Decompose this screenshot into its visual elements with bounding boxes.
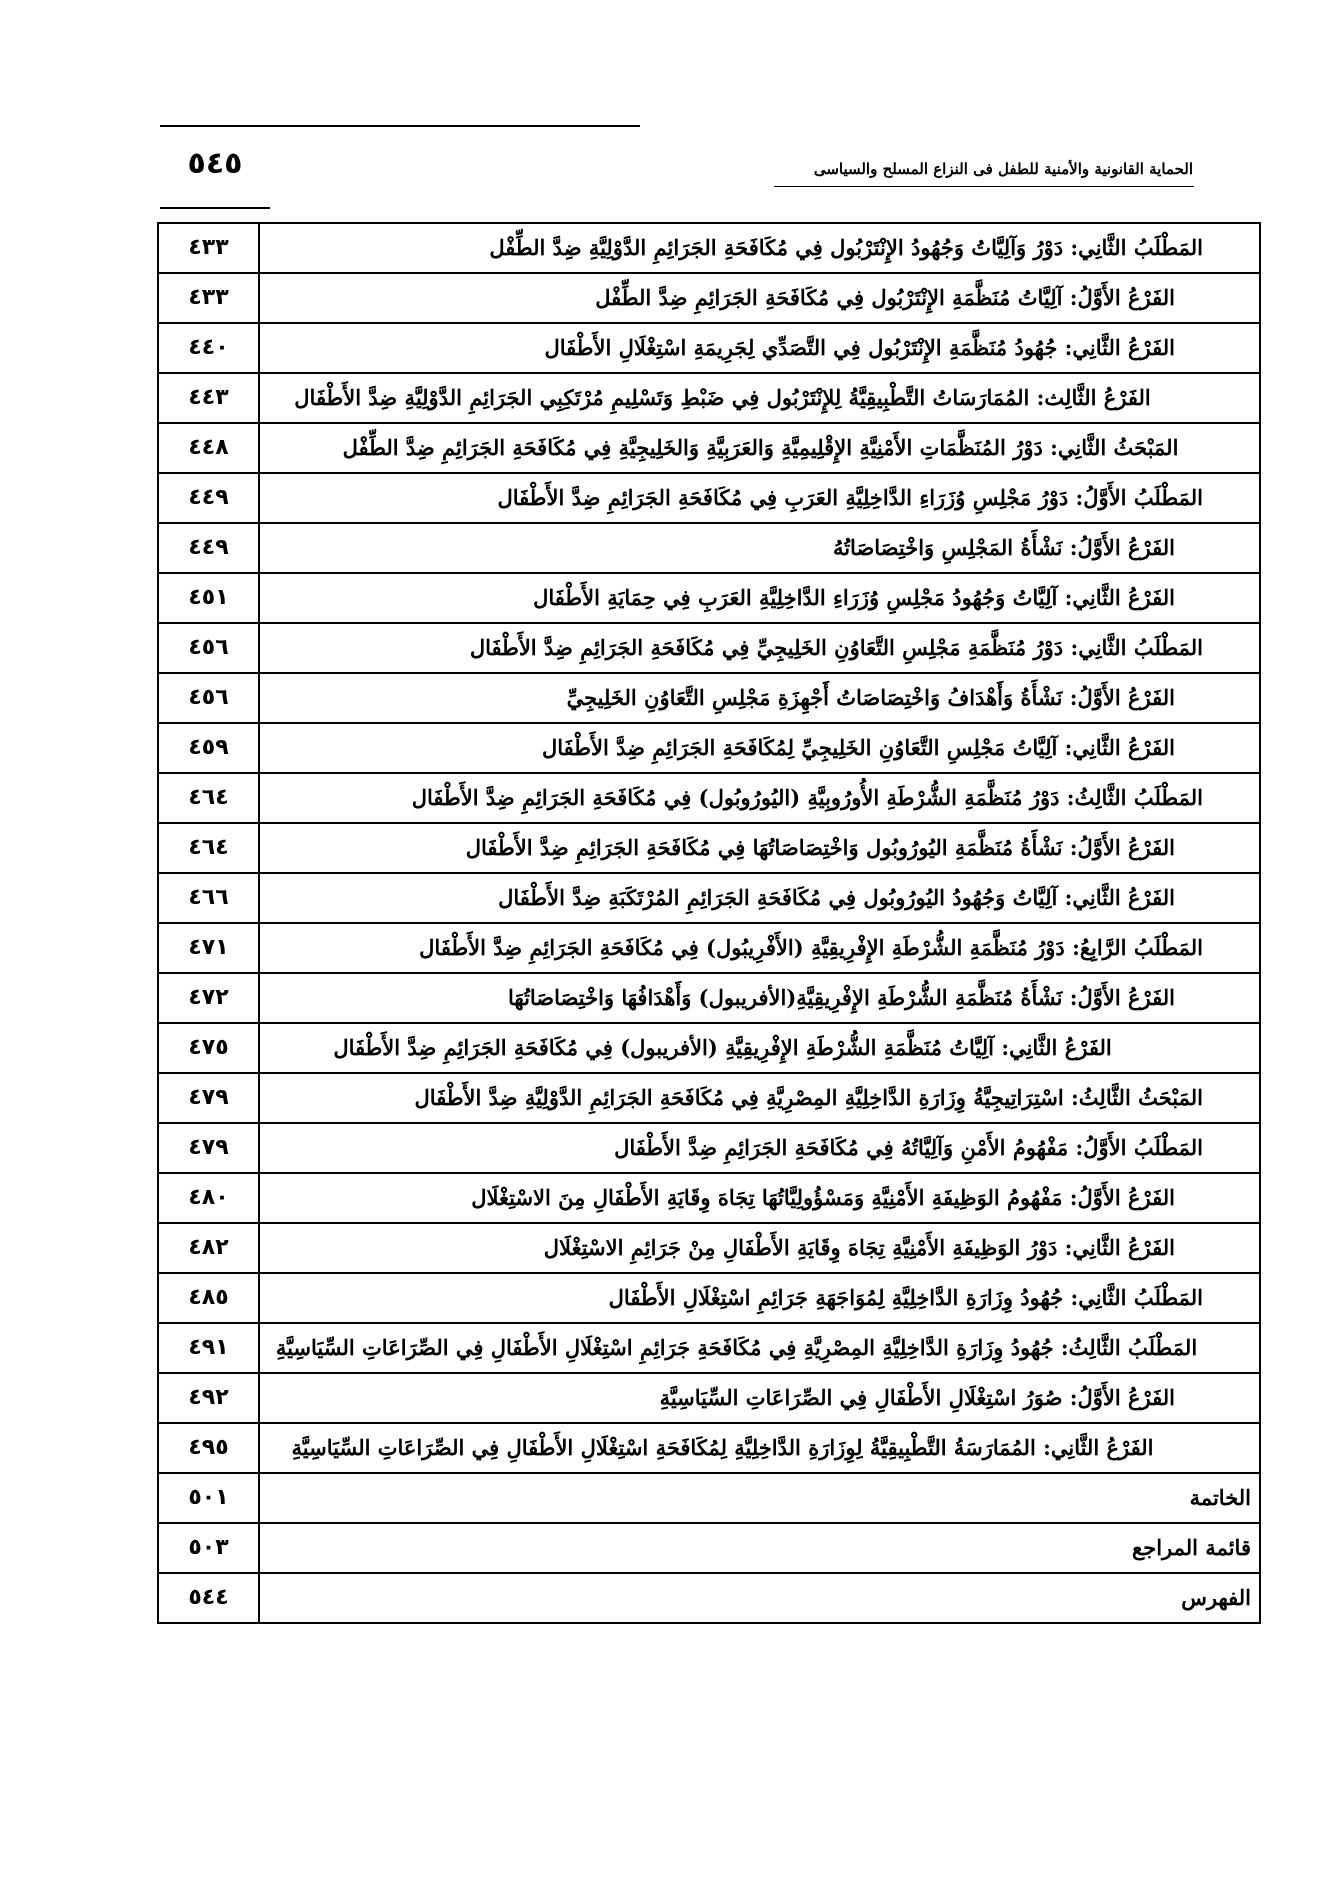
toc-entry-title: المَبْحَثُ الثَّالِثُ: اسْتِرَاتِيجِيَّةُ وِزَارَةِ الدَّاخِلِيَّةِ المِصْرِيَّةِ فِي مُكَافَحَةِ الجَرَائِمِ الدَّوْلِيَّةِ ضِدَّ الأَطْفَال (259, 1073, 1260, 1123)
toc-entry-title: المَبْحَثُ الثَّانِي: دَوْرُ المُنَظَّمَاتِ الأَمْنِيَّةِ الإِقْلِيمِيَّةِ وَالعَرَبِيَّةِ وَالخَلِيجِيَّةِ فِي مُكَافَحَةِ الجَرَائِمِ ضِدَّ الطِّفْل (259, 423, 1260, 473)
toc-row (158, 1223, 1260, 1273)
toc-row (158, 1073, 1260, 1123)
running-title: الحماية القانونية والأمنية للطفل فى النزاع المسلح والسياسى (813, 160, 1193, 178)
toc-entry-title: الفَرْعُ الأَوَّلُ: نَشْأَةُ وَأَهْدَافُ وَاخْتِصَاصَاتُ أَجْهِزَةِ مَجْلِسِ التَّعَاوُنِ الخَلِيجِيِّ (259, 673, 1260, 723)
toc-entry-page: ٥٠٣ (158, 1523, 259, 1573)
toc-row (158, 1323, 1260, 1373)
toc-row (158, 323, 1260, 373)
toc-entry-title: الفَرْعُ الثَّالِث: المُمَارَسَاتُ التَّطْبِيقِيَّةُ لِلإِنْتَرْبُول فِي ضَبْطِ وَتَسْلِيمِ مُرْتَكِبِي الجَرَائِمِ الدَّوْلِيَّةِ ضِدَّ الأَطْفَال (259, 373, 1260, 423)
toc-entry-page: ٤٨٥ (158, 1273, 259, 1323)
toc-entry-title: الفَرْعُ الثَّانِي: آلِيَّاتُ وَجُهُودُ اليُورُوبُول فِي مُكَافَحَةِ الجَرَائِمِ المُرْتَكَبَةِ ضِدَّ الأَطْفَال (259, 873, 1260, 923)
toc-entry-title: الفَرْعُ الثَّانِي: آلِيَّاتُ وَجُهُودُ مَجْلِسِ وُزَرَاءِ الدَّاخِلِيَّةِ العَرَبِ فِي حِمَايَةِ الأَطْفَال (259, 573, 1260, 623)
toc-entry-title: قائمة المراجع (259, 1523, 1260, 1573)
toc-entry-page: ٤٣٣ (158, 273, 259, 323)
toc-entry-page: ٤٥٦ (158, 623, 259, 673)
toc-entry-title: الفَرْعُ الأَوَّلُ: نَشْأَةُ مُنَظَّمَةِ اليُورُوبُول وَاخْتِصَاصَاتُهَا فِي مُكَافَحَةِ الجَرَائِمِ ضِدَّ الأَطْفَال (259, 823, 1260, 873)
toc-entry-title: الفَرْعُ الأَوَّلُ: آلِيَّاتُ مُنَظَّمَةِ الإِنْتَرْبُول فِي مُكَافَحَةِ الجَرَائِمِ ضِدَّ الطِّفْل (259, 273, 1260, 323)
toc-entry-title: المَطْلَبُ الثَّالِثُ: دَوْرُ مُنَظَّمَةِ الشُّرْطَةِ الأُورُوبِيَّةِ (اليُورُوبُول) فِي مُكَافَحَةِ الجَرَائِمِ ضِدَّ الأَطْفَال (259, 773, 1260, 823)
toc-entry-page: ٤٤٨ (158, 423, 259, 473)
toc-entry-title: المَطْلَبُ الأَوَّلُ: دَوْرُ مَجْلِسِ وُزَرَاءِ الدَّاخِلِيَّةِ العَرَبِ فِي مُكَافَحَةِ الجَرَائِمِ ضِدَّ الأَطْفَال (259, 473, 1260, 523)
toc-entry-page: ٤٩٥ (158, 1423, 259, 1473)
toc-entry-title: الفَرْعُ الثَّانِي: آلِيَّاتُ مُنَظَّمَةِ الشُّرْطَةِ الإِفْرِيقِيَّةِ (الأفريبول) فِي مُكَافَحَةِ الجَرَائِمِ ضِدَّ الأَطْفَال (259, 1023, 1260, 1073)
toc-entry-title: الفَرْعُ الثَّانِي: جُهُودُ مُنَظَّمَةِ الإِنْتَرْبُول فِي التَّصَدِّي لِجَرِيمَةِ اسْتِغْلَالِ الأَطْفَال (259, 323, 1260, 373)
top-rule (160, 125, 640, 127)
toc-entry-page: ٤٧٩ (158, 1073, 259, 1123)
toc-entry-page: ٤٥١ (158, 573, 259, 623)
page-number-rule (160, 207, 270, 209)
toc-entry-page: ٤٦٤ (158, 823, 259, 873)
toc-entry-title: المَطْلَبُ الثَّانِي: دَوْرُ مُنَظَّمَةِ مَجْلِسِ التَّعَاوُنِ الخَلِيجِيِّ فِي مُكَافَحَةِ الجَرَائِمِ ضِدَّ الأَطْفَال (259, 623, 1260, 673)
toc-table (157, 222, 1261, 1624)
toc-entry-page: ٤٩٢ (158, 1373, 259, 1423)
toc-entry-page: ٤٨٢ (158, 1223, 259, 1273)
toc-entry-page: ٤٩١ (158, 1323, 259, 1373)
toc-row (158, 473, 1260, 523)
toc-entry-page: ٤٨٠ (158, 1173, 259, 1223)
toc-entry-title: الفهرس (259, 1573, 1260, 1623)
toc-entry-page: ٤٣٣ (158, 223, 259, 273)
toc-row (158, 823, 1260, 873)
toc-row (158, 673, 1260, 723)
toc-entry-page: ٤٧١ (158, 923, 259, 973)
page-number: ٥٤٥ (187, 146, 243, 181)
header-rule (774, 186, 1194, 187)
toc-row (158, 773, 1260, 823)
toc-row (158, 523, 1260, 573)
toc-entry-page: ٤٤٣ (158, 373, 259, 423)
toc-entry-title: المَطْلَبُ الثَّانِي: جُهُودُ وِزَارَةِ الدَّاخِلِيَّةِ لِمُوَاجَهَةِ جَرَائِمِ اسْتِغْلَالِ الأَطْفَال (259, 1273, 1260, 1323)
toc-entry-title: الخاتمة (259, 1473, 1260, 1523)
toc-row (158, 923, 1260, 973)
toc-row (158, 1473, 1260, 1523)
toc-entry-page: ٤٧٩ (158, 1123, 259, 1173)
toc-entry-page: ٤٤٩ (158, 473, 259, 523)
toc-entry-title: الفَرْعُ الأَوَّلُ: نَشْأَةُ المَجْلِسِ وَاخْتِصَاصَاتُهُ (259, 523, 1260, 573)
toc-entry-page: ٤٦٦ (158, 873, 259, 923)
toc-row (158, 373, 1260, 423)
toc-entry-title: الفَرْعُ الأَوَّلُ: نَشْأَةُ مُنَظَّمَةِ الشُّرْطَةِ الإِفْرِيقِيَّةِ(الأفريبول) وَأَهْدَافُهَا وَاخْتِصَاصَاتُهَا (259, 973, 1260, 1023)
toc-row (158, 1523, 1260, 1573)
toc-row (158, 1423, 1260, 1473)
toc-entry-title: المَطْلَبُ الثَّالِثُ: جُهُودُ وِزَارَةِ الدَّاخِلِيَّةِ المِصْرِيَّةِ فِي مُكَافَحَةِ جَرَائِمِ اسْتِغْلَالِ الأَطْفَالِ فِي الصِّرَاعَاتِ السِّيَاسِيَّةِ (259, 1323, 1260, 1373)
toc-row (158, 1123, 1260, 1173)
toc-row (158, 1273, 1260, 1323)
toc-row (158, 273, 1260, 323)
toc-entry-title: الفَرْعُ الثَّانِي: آلِيَّاتُ مَجْلِسِ التَّعَاوُنِ الخَلِيجِيِّ لِمُكَافَحَةِ الجَرَائِمِ ضِدَّ الأَطْفَال (259, 723, 1260, 773)
toc-row (158, 573, 1260, 623)
toc-entry-page: ٥٠١ (158, 1473, 259, 1523)
toc-entry-title: الفَرْعُ الثَّانِي: المُمَارَسَةُ التَّطْبِيقِيَّةُ لِوِزَارَةِ الدَّاخِلِيَّةِ لِمُكَافَحَةِ اسْتِغْلَالِ الأَطْفَالِ فِي الصِّرَاعَاتِ السِّيَاسِيَّةِ (259, 1423, 1260, 1473)
toc-entry-title: المَطْلَبُ الرَّابِعُ: دَوْرُ مُنَظَّمَةِ الشُّرْطَةِ الإِفْرِيقِيَّةِ (الأَفْرِيبُول) فِي مُكَافَحَةِ الجَرَائِمِ ضِدَّ الأَطْفَال (259, 923, 1260, 973)
toc-row (158, 723, 1260, 773)
toc-row (158, 623, 1260, 673)
toc-entry-title: المَطْلَبُ الثَّانِي: دَوْرُ وَآلِيَّاتُ وَجُهُودُ الإِنْتَرْبُول فِي مُكَافَحَةِ الجَرَائِمِ الدَّوْلِيَّةِ ضِدَّ الطِّفْل (259, 223, 1260, 273)
toc-entry-page: ٤٥٦ (158, 673, 259, 723)
toc-entry-title: الفَرْعُ الثَّانِي: دَوْرُ الوَظِيفَةِ الأَمْنِيَّةِ تِجَاهَ وِقَايَةِ الأَطْفَالِ مِنْ جَرَائِمِ الاسْتِغْلَال (259, 1223, 1260, 1273)
toc-entry-title: الفَرْعُ الأَوَّلُ: مَفْهُومُ الوَظِيفَةِ الأَمْنِيَّةِ وَمَسْؤُولِيَّاتُهَا تِجَاهَ وِقَايَةِ الأَطْفَالِ مِنَ الاسْتِغْلَال (259, 1173, 1260, 1223)
toc-entry-page: ٤٤٩ (158, 523, 259, 573)
toc-row (158, 1023, 1260, 1073)
toc-row (158, 1373, 1260, 1423)
toc-row (158, 873, 1260, 923)
toc-entry-title: المَطْلَبُ الأَوَّلُ: مَفْهُومُ الأَمْنِ وَآلِيَّاتُهُ فِي مُكَافَحَةِ الجَرَائِمِ ضِدَّ الأَطْفَال (259, 1123, 1260, 1173)
toc-entry-page: ٥٤٤ (158, 1573, 259, 1623)
toc-entry-page: ٤٧٥ (158, 1023, 259, 1073)
toc-entry-title: الفَرْعُ الأَوَّلُ: صُوَرُ اسْتِغْلَالِ الأَطْفَالِ فِي الصِّرَاعَاتِ السِّيَاسِيَّةِ (259, 1373, 1260, 1423)
toc-row (158, 1573, 1260, 1623)
toc-entry-page: ٤٧٢ (158, 973, 259, 1023)
toc-row (158, 1173, 1260, 1223)
toc-row (158, 973, 1260, 1023)
toc-entry-page: ٤٦٤ (158, 773, 259, 823)
toc-entry-page: ٤٥٩ (158, 723, 259, 773)
toc-entry-page: ٤٤٠ (158, 323, 259, 373)
toc-row (158, 423, 1260, 473)
toc-row (158, 223, 1260, 273)
